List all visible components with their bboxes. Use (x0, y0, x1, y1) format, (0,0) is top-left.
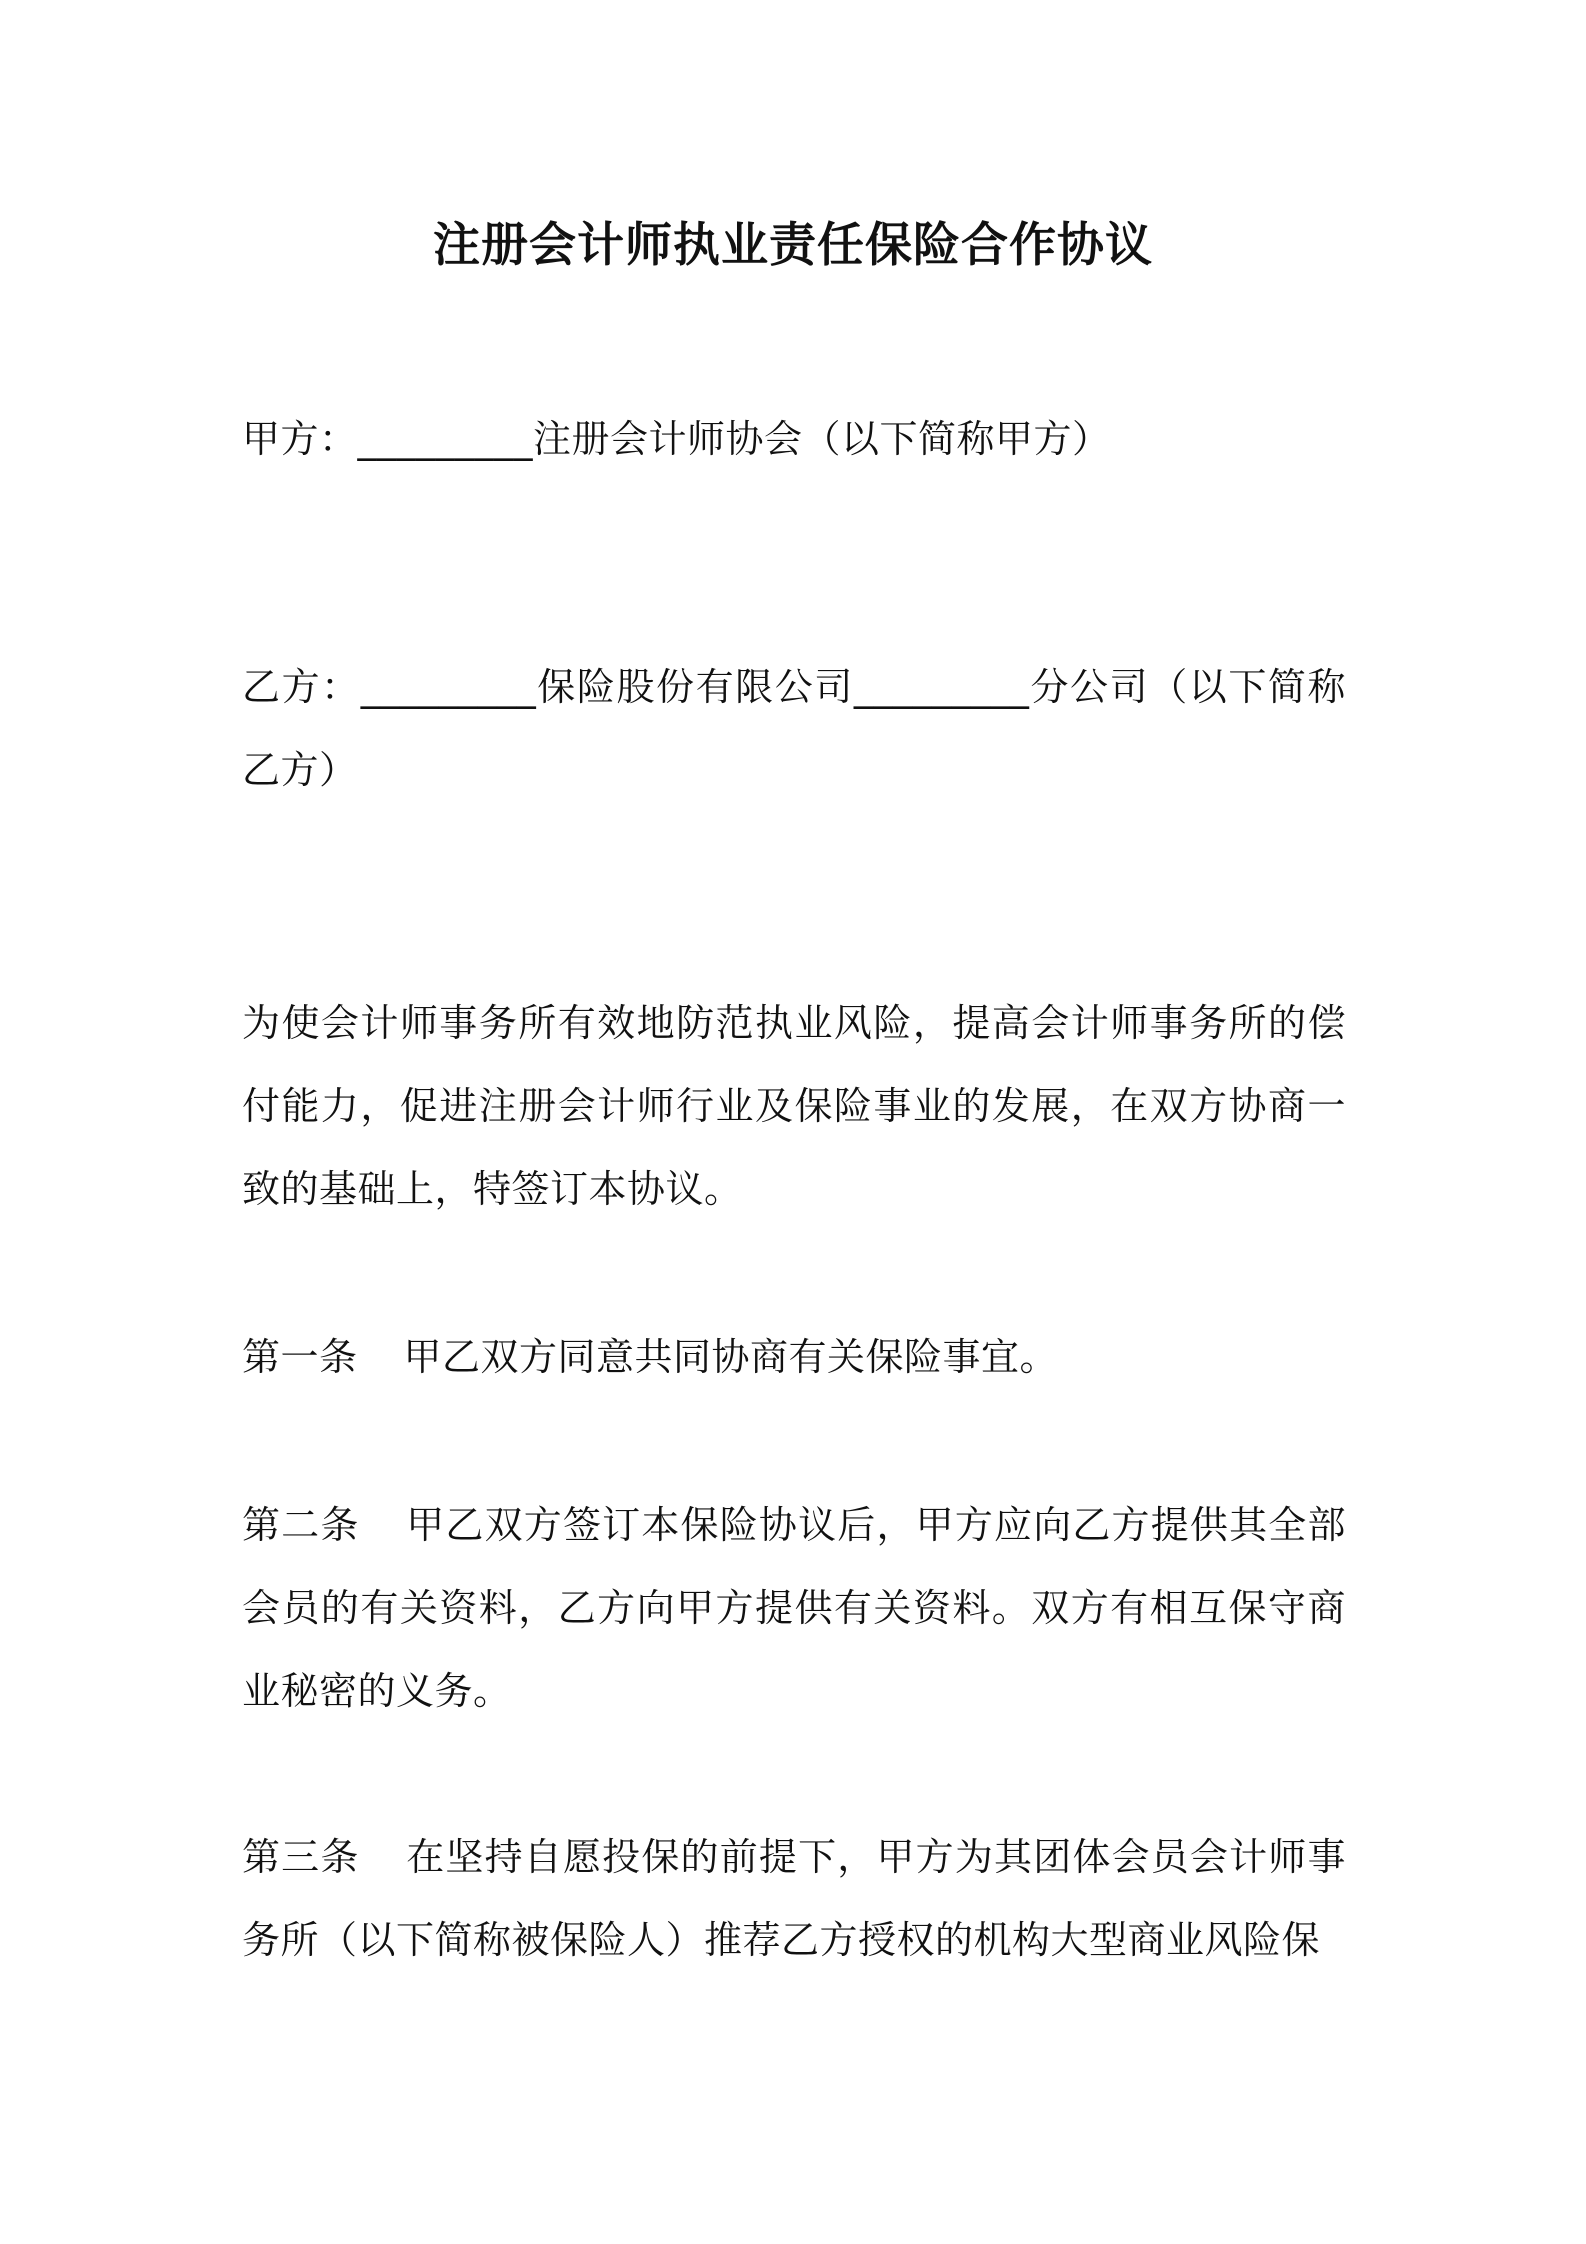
document-title: 注册会计师执业责任保险合作协议 (433, 218, 1153, 273)
article-text: 甲乙双方签订本保险协议后，甲方应向乙方提供其全部会员的有关资料，乙方向甲方提供有关资料。双方有相互保守商业秘密的义务。 (242, 1503, 1346, 1713)
article-text: 甲乙双方同意共同协商有关保险事宜。 (403, 1335, 1059, 1379)
party-b-line: 乙方：_________保险股份有限公司_________分公司（以下简称乙方） (242, 665, 1346, 792)
article-text: 在坚持自愿投保的前提下，甲方为其团体会员会计师事务所（以下简称被保险人）推荐乙方授权的机构大型商业风险保 (242, 1835, 1346, 1962)
article-number: 第二条 (242, 1503, 360, 1547)
article-3 (242, 1816, 1346, 1982)
article-number: 第三条 (242, 1835, 360, 1879)
article-number: 第一条 (242, 1335, 358, 1379)
article-1 (242, 1316, 1346, 1399)
party-a-line: 甲方：_________注册会计师协会（以下简称甲方） (242, 417, 1111, 461)
intro-paragraph: 为使会计师事务所有效地防范执业风险，提高会计师事务所的偿付能力，促进注册会计师行业及保险事业的发展，在双方协商一致的基础上，特签订本协议。 (242, 1001, 1346, 1211)
article-2 (242, 1484, 1346, 1733)
